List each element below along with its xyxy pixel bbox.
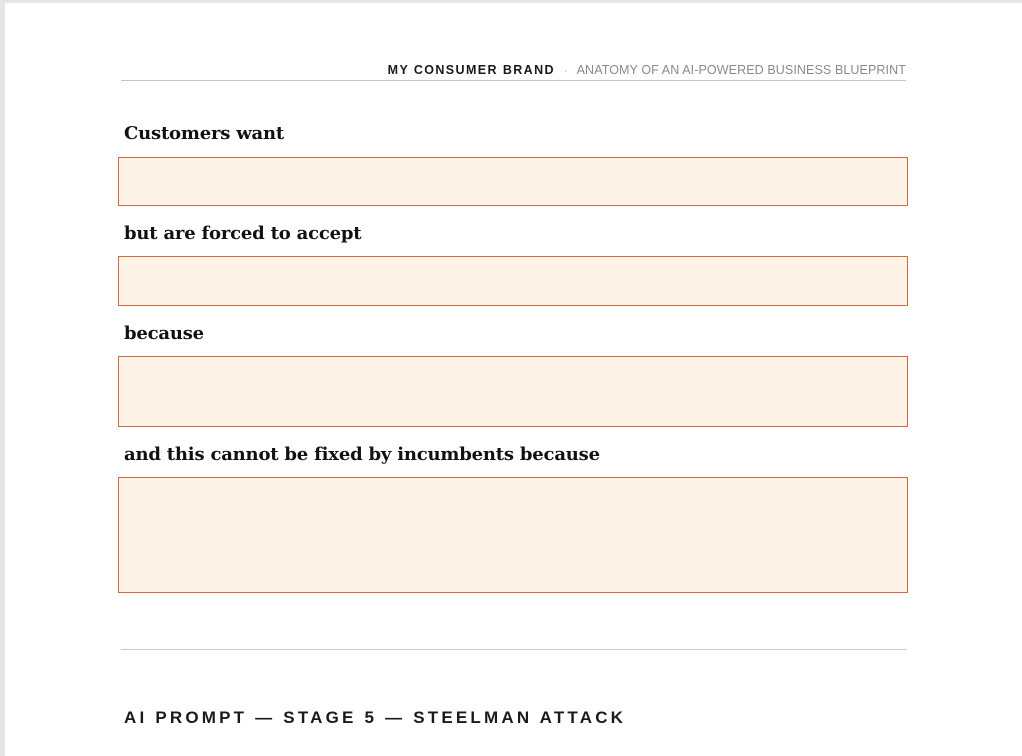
forced-to-accept-field[interactable] (118, 256, 908, 306)
header-separator: · (563, 65, 568, 77)
because-label: because (124, 323, 204, 344)
brand-name: MY CONSUMER BRAND (387, 63, 555, 77)
customers-want-label: Customers want (124, 123, 285, 144)
incumbents-label: and this cannot be fixed by incumbents because (124, 444, 600, 465)
forced-to-accept-label: but are forced to accept (124, 223, 362, 244)
incumbents-field[interactable] (118, 477, 908, 593)
customers-want-field[interactable] (118, 157, 908, 206)
because-field[interactable] (118, 356, 908, 427)
document-page (5, 3, 1022, 756)
page-header (121, 62, 906, 81)
document-subtitle: ANATOMY OF AN AI-POWERED BUSINESS BLUEPRINT (576, 63, 906, 77)
ai-prompt-section-title: AI PROMPT — STAGE 5 — STEELMAN ATTACK (124, 708, 627, 727)
section-divider (121, 649, 906, 650)
